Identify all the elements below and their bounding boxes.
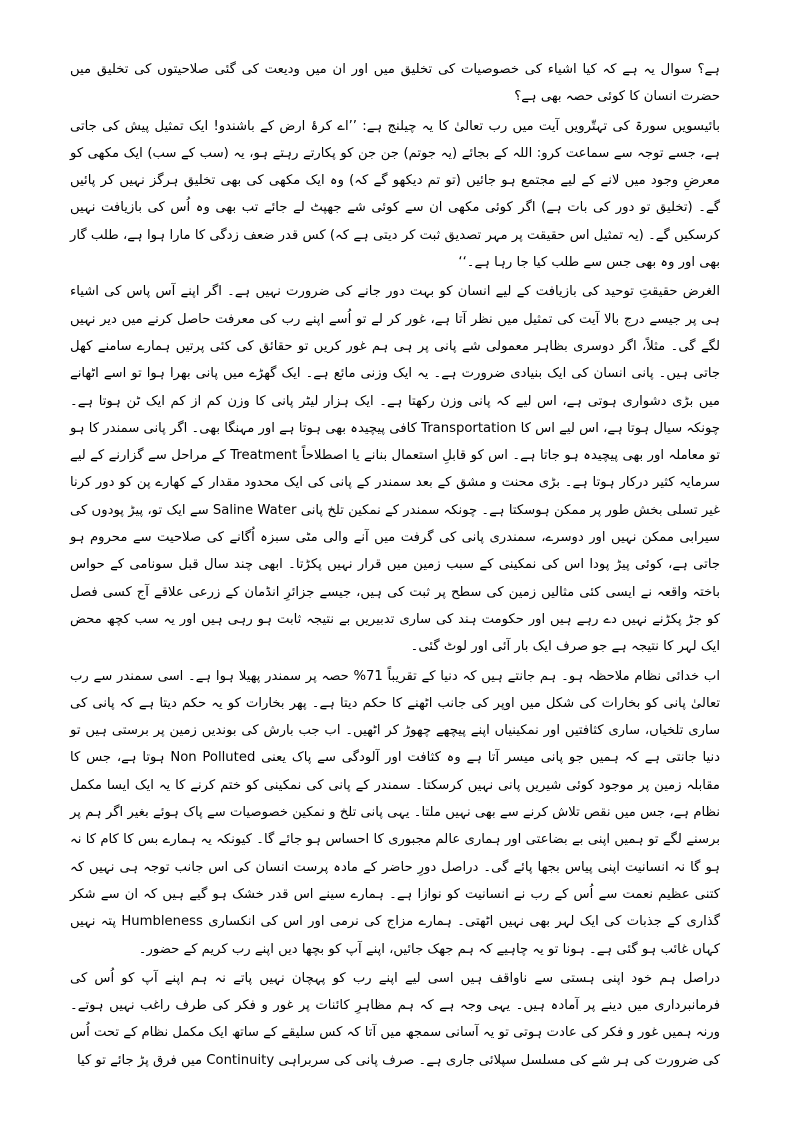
paragraph-water-reflection: الغرض حقیقتِ توحید کی بازیافت کے لیے انسان کو بہت دور جانے کی ضرورت نہیں ہے۔ اگر اپنے آس پاس کی اشیاء ہی پر جیسے درج بالا آیت کی تمثیل میں نظر آتا ہے، غور کر لے تو اُسے اپنے رب کی معرفت حاصل کرنے میں دیر نہیں لگے گی۔ مثلاً، اگر دوسری بظاہر معمولی شے پانی پر ہی ہم غور کریں تو حقائق کی کئی پرتیں ہمارے سامنے کھل جاتی ہیں۔ پانی انسان کی ایک بنیادی ضرورت ہے۔ یہ ایک وزنی مائع ہے۔ ایک گھڑے میں پانی بھرا ہوا تو اسے اٹھانے میں بڑی دشواری ہوتی ہے، اس لیے کہ پانی وزن رکھتا ہے۔ ایک ہزار لیٹر پانی کا وزن کم از کم ایک ٹن ہوتا ہے۔ چونکہ سیال ہوتا ہے، اس لیے اس کا Transportation کافی پیچیدہ بھی ہوتا ہے اور مہنگا بھی۔ اگر پانی سمندر کا ہو تو معاملہ اور بھی پیچیدہ ہو جاتا ہے۔ اس کو قابلِ استعمال بنانے یا اصطلاحاً Treatment کے مراحل سے گزارنے کے لیے سرمایہ کثیر درکار ہوتا ہے۔ بڑی محنت و مشق کے بعد سمندر کے پانی کی ایک محدود مقدار کے کھارے پن کو دور کرنا غیر تسلی بخش طور پر ممکن ہوسکتا ہے۔ چونکہ سمندر کے نمکین تلخ پانی Saline Water سے ایک تو، پیڑ پودوں کی سیرابی ممکن نہیں اور دوسرے، سمندری پانی کی گرفت میں آنے والی مٹی سبزہ اُگانے کی صلاحیت سے محروم ہو جاتی ہے، کوئی پیڑ پودا اس کی نمکینی کے سبب زمین میں قرار نہیں پکڑتا۔ ابھی چند سال قبل سونامی کے حواس باختہ واقعہ نے ایسی کئی مثالیں زمین کی سطح پر ثبت کی ہیں، جیسے جزائرِ انڈمان کے زرعی علاقے آج کسی فصل کو جڑ پکڑنے نہیں دے رہے ہیں اور حکومت ہند کی ساری تدبیریں بے نتیجہ ثابت ہو رہی ہیں اور یہ سب کچھ محض ایک لہر کا نتیجہ ہے جو صرف ایک بار آئی اور لوٹ گئی۔ [70,284,721,655]
paragraph-quranic-challenge: بائیسویں سورۃ کی تہتّرویں آیت میں رب تعالیٰ کا یہ چیلنج ہے: ’’اے کرۂ ارض کے باشندو! ایک تمثیل پیش کی جاتی ہے، جسے توجہ سے سماعت کرو: اللہ کے بجائے (یہ جوتم) جن جن کو پکارتے رہتے ہو، یہ (سب کے سب) ایک مکھی کو معرضِ وجود میں لانے کے لیے مجتمع ہو جائیں (تو تم دیکھو گے کہ) وہ ایک مکھی کی بھی تخلیق ہرگز نہیں کر پائیں گے۔ (تخلیق تو دور کی بات ہے) اگر کوئی مکھی ان سے کوئی شے جھپٹ لے جائے تب بھی وہ اُس کی بازیافت نہیں کرسکیں گے۔ (یہ تمثیل اس حقیقت پر مہر تصدیق ثبت کر دیتی ہے کہ) کس قدر ضعف زدگی کا مارا ہوا ہے، طلب گار بھی اور وہ بھی جس سے طلب کیا جا رہا ہے۔‘‘ [70,118,720,271]
paragraph-self-knowledge: دراصل ہم خود اپنی ہستی سے ناواقف ہیں اسی لیے اپنے رب کو پہچان نہیں پاتے نہ ہم اپنے آپ کو اُس کی فرمانبرداری میں دینے پر آمادہ ہیں۔ یہی وجہ ہے کہ ہم مظاہرِ کائنات پر غور و فکر کی طرف راغب نہیں ہوتے۔ ورنہ ہمیں غور و فکر کی عادت ہوتی تو یہ آسانی سمجھ میں آتا کہ کس سلیقے کے ساتھ ایک مکمل نظام کے تحت اُس کی ضرورت کی ہر شے کی مسلسل سپلائی جاری ہے۔ صرف پانی کی سربراہی Continuity میں فرق پڑ جائے تو کیا [70,970,720,1068]
paragraph-divine-system: اب خدائی نظام ملاحظہ ہو۔ ہم جانتے ہیں کہ دنیا کے تقریباً 71% حصہ پر سمندر پھیلا ہوا ہے۔ اسی سمندر سے رب تعالیٰ پانی کو بخارات کی شکل میں اوپر کی جانب اٹھنے کا حکم دیتا ہے۔ پھر بخارات کو یہ حکم دیتا ہے کہ پانی کی ساری تلخیاں، ساری کثافتیں اور نمکینیاں اپنے پیچھے چھوڑ کر اٹھیں۔ اب جب بارش کی بوندیں زمین پر برستی ہیں تو دنیا جانتی ہے کہ ہمیں جو پانی میسر آتا ہے وہ کثافت اور آلودگی سے پاک یعنی Non Polluted ہوتا ہے، جس کا مقابلہ زمین پر موجود کوئی شیریں پانی نہیں کرسکتا۔ سمندر کے پانی کی نمکینی کو ختم کرنے کا یہ ایک ایسا مکمل نظام ہے، جس میں نقص تلاش کرنے سے بھی نہیں ملتا۔ یہی پانی تلخ و نمکین خصوصیات سے پاک ہوئے بغیر اگر ہم پر برسنے لگے تو ہمیں اپنی بے بضاعتی اور ہماری عالم مجبوری کا احساس ہو جائے گا۔ کیونکہ یہ ہمارے بس کا کام کا نہ ہو گا نہ انسانیت اپنی پیاس بجھا پائے گی۔ دراصل دورِ حاضر کے مادہ پرست انسان کی اس جانب توجہ ہی نہیں کہ کتنی عظیم نعمت سے اُس کے رب نے انسانیت کو نوازا ہے۔ ہمارے سینے اس قدر خشک ہو گیے ہیں کہ ان سے شکر گذاری کے جذبات کی ایک لہر بھی نہیں اٹھتی۔ ہمارے مزاج کی نرمی اور اس کی انکساری Humbleness پتہ نہیں کہاں غائب ہو گئی ہے۔ ہونا تو یہ چاہیے کہ ہم جھک جائیں، اپنے آپ کو بچھا دیں اپنے رب کریم کے حضور۔ [70,668,720,957]
document-page [70,56,720,1074]
paragraph-question: ہے؟ سوال یہ ہے کہ کیا اشیاء کی خصوصیات کی تخلیق میں اور ان میں ودیعت کی گئی صلاحیتوں کی تخلیق میں حضرت انسان کا کوئی حصہ بھی ہے؟ [70,62,720,105]
